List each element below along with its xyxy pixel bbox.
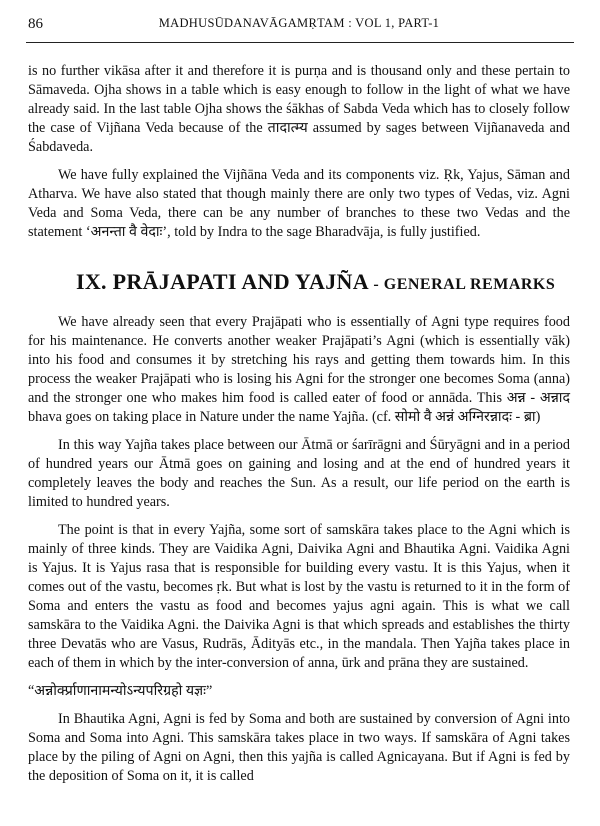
running-title: MADHUSŪDANAVĀGAMṚTAM : VOL 1, PART-1: [158, 16, 440, 30]
section-heading: [76, 269, 570, 295]
header-rule: [26, 42, 574, 43]
section-title: IX. PRĀJAPATI AND YAJÑA: [76, 269, 369, 294]
page-body: [28, 62, 570, 795]
paragraph: The point is that in every Yajña, some sort of samskāra takes place to the Agni which is mainly of three kinds. They are Vaidika Agni, Daivika Agni and Bhautika Agni. Vaidika Agni is Yajus. It is Yajus rasa that is responsible for building every vastu. It is this Yajus, when it comes out of the vastu, becomes ṛk. But what is lost by the vastu is returned to it in the form of Soma and enters the vastu as food and becomes yajus agni again. This is what we call samskāra to the Vaidika Agni. the Daivika Agni is that which spreads and establishes the thirty three Devatās who are Vasus, Rudrās, Ādityās etc., in the mandala. Then Yajña takes place in each of them in which by the inter-conversion of anna, ūrk and prāna they are sustained.: [28, 522, 570, 671]
paragraph: In Bhautika Agni, Agni is fed by Soma and both are sustained by conversion of Agni into Soma and Soma into Agni. This samskāra takes place in two ways. If samskāra of Agni takes place by the piling of Agni on Agni, then this yajña is called Agnicayana. But if Agni is fed by the deposition of Soma on it, it is called: [28, 711, 570, 784]
sanskrit-quote: “अन्नोर्क्प्राणानामन्योऽन्यपरिग्रहो यज्ञः”: [28, 683, 213, 699]
paragraph: In this way Yajña takes place between our Ātmā or śarīrāgni and Śūryāgni and in a period of hundred years our Ātmā goes on gaining and losing and at the end of hundred years it completely leaves the body and reaches the Sun. As a result, our life period on the earth is limited to hundred years.: [28, 437, 570, 510]
paragraph: We have fully explained the Vijñāna Veda and its components viz. Ṛk, Yajus, Sāman and Atharva. We have also stated that though mainly there are only two types of Vedas, viz. Agni Veda and Soma Veda, there can be any number of branches to these two Vedas and the statement ‘अनन्ता वै वेदाः’, told by Indra to the sage Bharadvāja, is fully justified.: [28, 167, 570, 240]
page-header: [28, 16, 570, 38]
paragraph: is no further vikāsa after it and therefore it is purṇa and is thousand only and these pertain to Sāmaveda. Ojha shows in a table which is easy enough to follow in the light of what we have already said. In the last table Ojha shows the śākhas of Sabda Veda which has to closely follow the case of Vijñana Veda because of the तादात्म्य assumed by sages between Vijñanaveda and Śabdaveda.: [28, 63, 570, 155]
section-subtitle: - GENERAL REMARKS: [368, 276, 556, 293]
page-number: 86: [28, 16, 43, 32]
paragraph: We have already seen that every Prajāpati who is essentially of Agni type requires food for his maintenance. He converts another weaker Prajāpati’s Agni (which is essentially vāk) into his food and consumes it by stretching his rays and getting them towards him. In this process the weaker Prajāpati who is losing his Agni for the stronger one becomes Soma (anna) and the stronger one who makes him food is called eater of food or annāda. This अन्न - अन्नाद bhava goes on taking place in Nature under the name Yajña. (cf. सोमो वै अन्नं अग्निरन्नादः - ब्रा): [28, 314, 570, 425]
